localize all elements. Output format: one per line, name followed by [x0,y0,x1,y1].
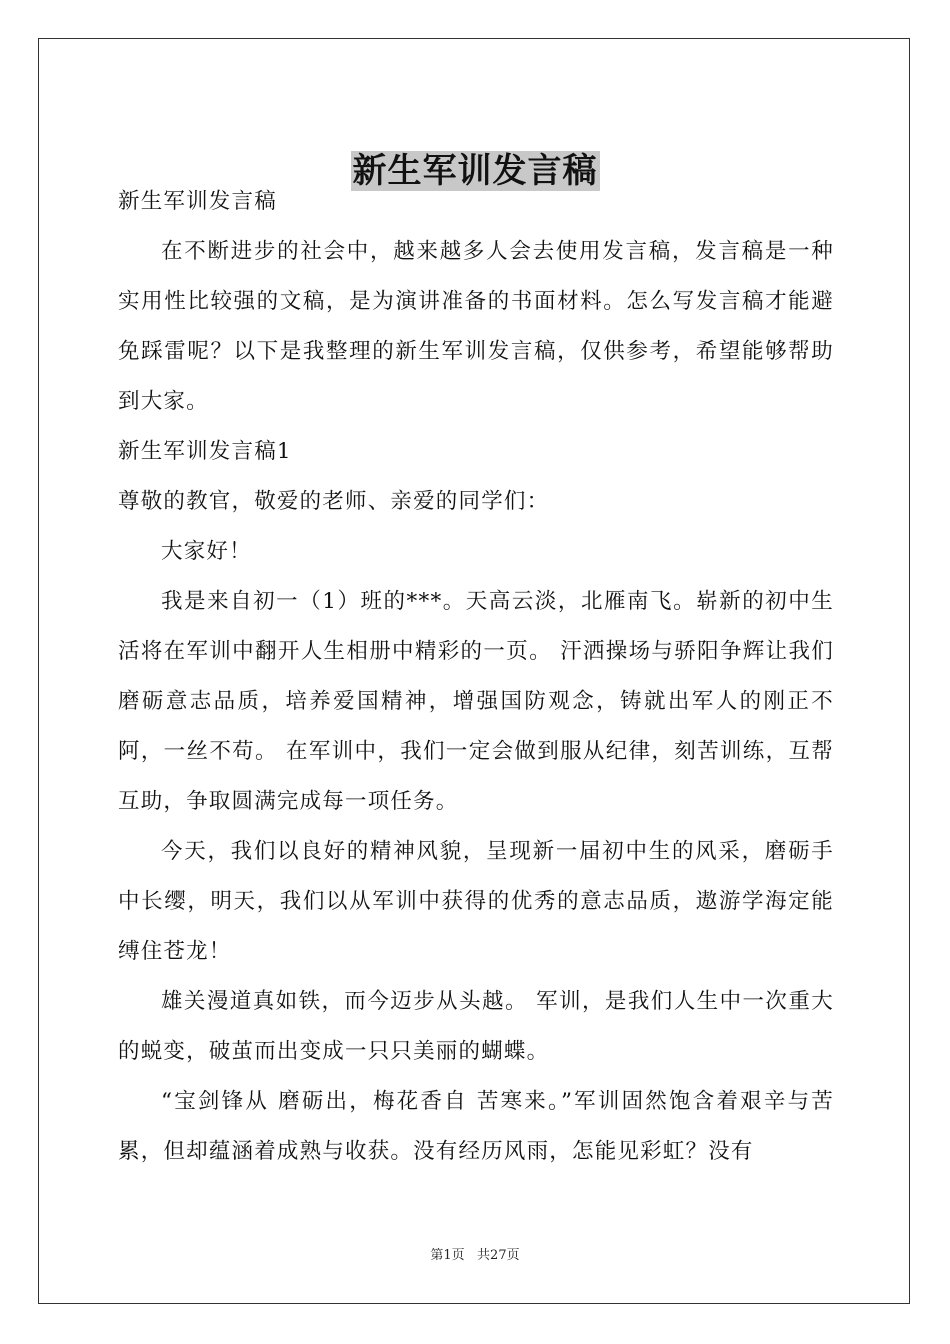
title-text: 新生军训发言稿 [352,150,598,191]
paragraph: 新生军训发言稿 [118,189,277,214]
salutation: 尊敬的教官，敬爱的老师、亲爱的同学们： [118,489,550,514]
paragraph: 雄关漫道真如铁，而今迈步从头越。 军训，是我们人生中一次重大的蜕变，破茧而出变成一只只美丽的蝴蝶。 [118,989,834,1064]
paragraph: 今天，我们以良好的精神风貌，呈现新一届初中生的风采，磨砺手中长缨，明天，我们以从军训中获得的优秀的意志品质，遨游学海定能缚住苍龙！ [118,839,834,964]
page-number: 第1页 共27页 [430,1248,520,1263]
document-body [118,177,834,1177]
paragraph: “宝剑锋从 磨砺出，梅花香自 苦寒来。”军训固然饱含着艰辛与苦累，但却蕴涵着成熟与收获。没有经历风雨，怎能见彩虹？没有 [118,1089,834,1164]
paragraph: 在不断进步的社会中，越来越多人会去使用发言稿，发言稿是一种实用性比较强的文稿，是为演讲准备的书面材料。怎么写发言稿才能避免踩雷呢？以下是我整理的新生军训发言稿，仅供参考，希望能够帮助到大家。 [118,239,834,414]
section-heading: 新生军训发言稿1 [118,439,292,464]
paragraph: 我是来自初一（1）班的***。天高云淡，北雁南飞。崭新的初中生活将在军训中翻开人生相册中精彩的一页。 汗洒操场与骄阳争辉让我们磨砺意志品质，培养爱国精神，增强国防观念，铸就出军人的刚正不阿，一丝不苟。 在军训中，我们一定会做到服从纪律，刻苦训练，互帮互助，争取圆满完成每一项任务。 [118,589,834,814]
page-footer [0,1247,950,1265]
greeting: 大家好！ [161,539,252,564]
